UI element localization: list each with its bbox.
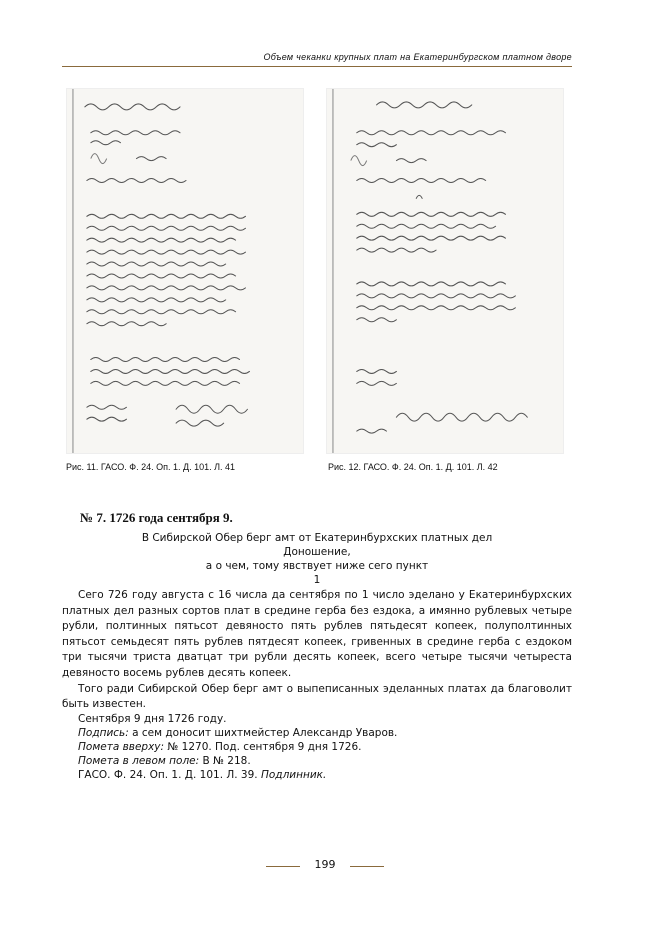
figure-caption-2: Рис. 12. ГАСО. Ф. 24. Оп. 1. Д. 101. Л. 42 — [328, 462, 498, 472]
running-head: Объем чеканки крупных плат на Екатеринбургском платном дворе — [263, 52, 572, 62]
note-top-label: Помета вверху: — [78, 741, 165, 753]
note-left-line — [78, 754, 572, 768]
signature-label: Подпись: — [78, 727, 129, 739]
document-subject: а о чем, тому явствует ниже сего пункт — [205, 560, 429, 572]
page-number-rule-right — [350, 866, 384, 867]
document-body — [62, 588, 572, 713]
handwriting-scan-2 — [327, 89, 563, 453]
note-left-text: В № 218. — [199, 755, 251, 767]
archive-original: Подлинник. — [260, 769, 327, 781]
date-line: Сентября 9 дня 1726 году. — [78, 713, 227, 725]
paragraph-1: Сего 726 году августа с 16 числа да сентября по 1 число эделано у Екатеринбурхских платных дел разных сортов плат в средине герба без ездока, а имянно рублевых четыре рубли, полтинных пятьсот девяносто пять рублев пятьдесят копеек, полуполтинных пятьсот семьдесят пять рублев пятдесят копеек, гривенных в средине герба с ездоком три тысячи триста дватцат три рубли десять копеек, всего четыре тысячи четыреста девяносто восемь рублев десять копеек. — [62, 589, 572, 679]
figure-caption-1: Рис. 11. ГАСО. Ф. 24. Оп. 1. Д. 101. Л. 41 — [66, 462, 236, 472]
archive-reference — [78, 768, 572, 782]
handwriting-scan-1 — [67, 89, 303, 453]
note-top-text: № 1270. Под. сентября 9 дня 1726. — [164, 741, 362, 753]
header-rule — [62, 66, 572, 67]
document-address: В Сибирской Обер берг амт от Екатеринбурхских платных дел — [141, 532, 493, 544]
manuscript-image-1 — [66, 88, 304, 454]
archive-ref: ГАСО. Ф. 24. Оп. 1. Д. 101. Л. 39. — [78, 769, 261, 781]
document-title: № 7. 1726 года сентября 9. — [80, 510, 233, 525]
paragraph-2: Того ради Сибирской Обер берг амт о выпеписанных эделанных платах да благоволит быть известен. — [62, 682, 572, 711]
note-left-label: Помета в левом поле: — [78, 755, 200, 767]
document-type: Доношение, — [283, 546, 351, 558]
signature-text: а сем доносит шихтмейстер Александр Уваров. — [128, 727, 398, 739]
signature-line — [78, 726, 572, 740]
point-number: 1 — [313, 574, 321, 586]
page-number: 199 — [314, 858, 336, 871]
manuscript-image-2 — [326, 88, 564, 454]
note-top-line — [78, 740, 572, 754]
